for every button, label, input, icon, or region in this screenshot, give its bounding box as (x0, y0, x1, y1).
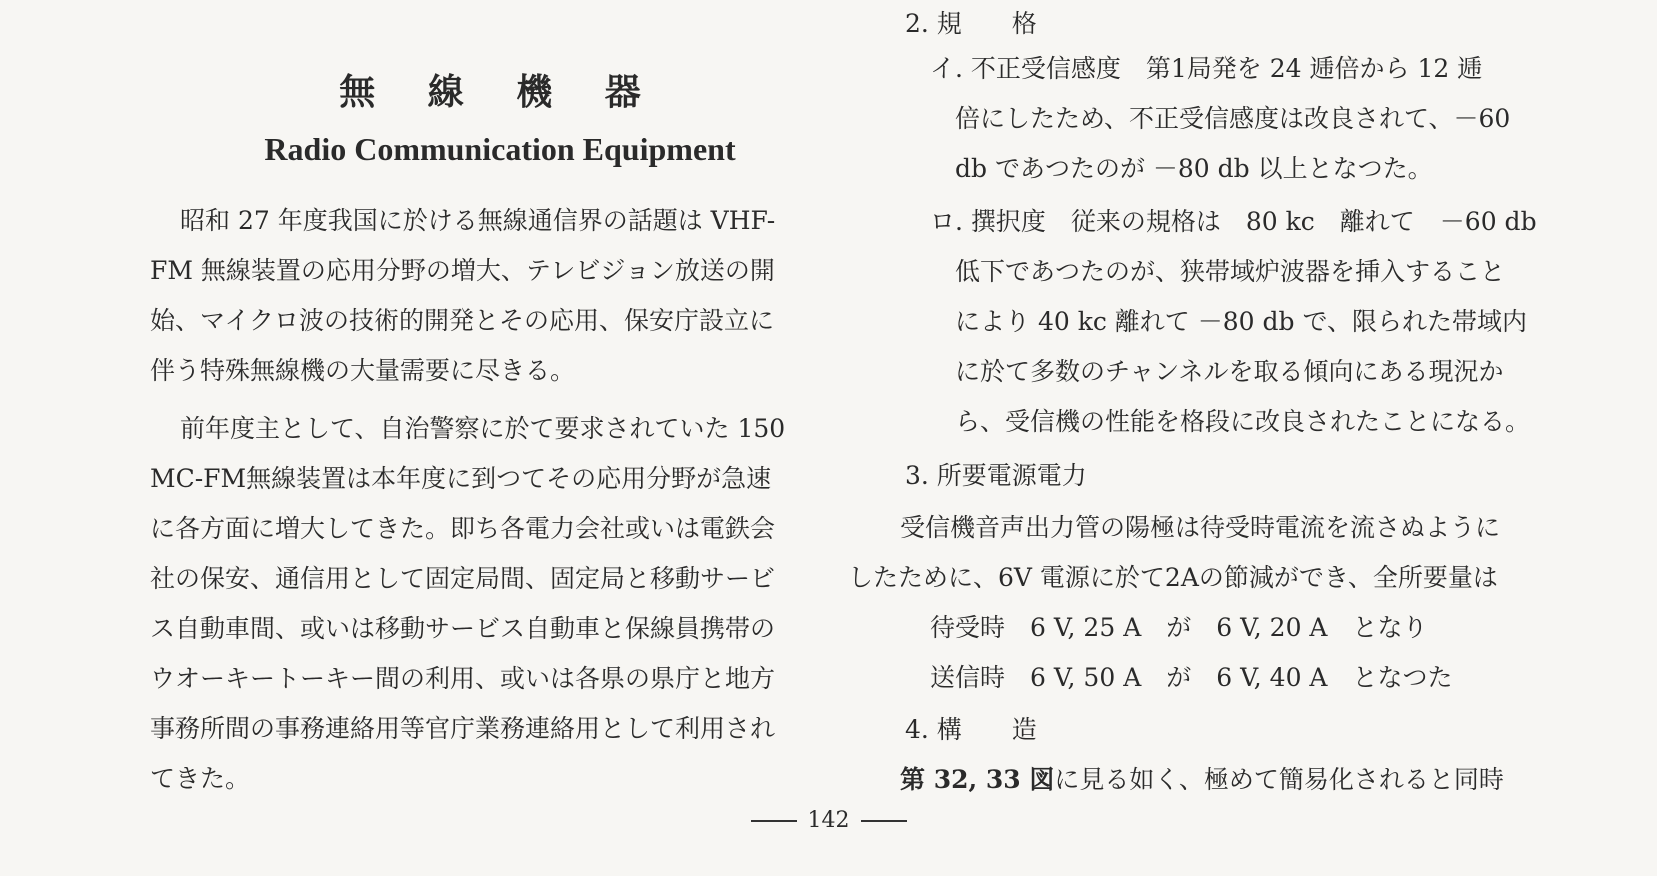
item-ro-line: に於て多数のチャンネルを取る傾向にある現況か (955, 357, 1504, 386)
item-ro-line: により 40 kc 離れて －80 db で、限られた帯域内 (955, 307, 1527, 336)
item-ro-line: ロ. 撰択度 従来の規格は 80 kc 離れて －60 db (930, 207, 1537, 236)
item-ro-line: 低下であつたのが、狭帯域炉波器を挿入すること (955, 257, 1506, 286)
heading-specifications: 2. 規 格 (905, 9, 1037, 38)
heading-power: 3. 所要電源電力 (905, 461, 1087, 490)
structure-line (900, 756, 1504, 804)
page-number: 142 (807, 808, 850, 833)
structure-text: に見る如く、極めて簡易化されると同時 (1054, 765, 1504, 794)
item-i-line: イ. 不正受信感度 第1局発を 24 逓倍から 12 逓 (930, 54, 1483, 83)
paragraph-line: 始、マイクロ波の技術的開発とその応用、保安庁設立に (150, 306, 775, 335)
item-i-line: db であつたのが －80 db 以上となつた。 (955, 154, 1433, 183)
heading-structure: 4. 構 造 (905, 715, 1037, 744)
paragraph-line: ウオーキートーキー間の利用、或いは各県の県庁と地方 (150, 664, 776, 693)
paragraph-line: FM 無線装置の応用分野の増大、テレビジョン放送の開 (150, 256, 775, 285)
left-column (150, 60, 850, 804)
paragraph-line: 伴う特殊無線機の大量需要に尽きる。 (150, 356, 576, 385)
power-paragraph-line: したために、6V 電源に於て2Aの節減ができ、全所要量は (848, 563, 1498, 592)
paragraph-line: ス自動車間、或いは移動サービス自動車と保線員携帯の (150, 614, 776, 643)
item-i-line: 倍にしたため、不正受信感度は改良されて、－60 (955, 104, 1511, 133)
transmit-current-line: 送信時 6 V, 50 A が 6 V, 40 A となつた (930, 663, 1453, 692)
standby-current-line: 待受時 6 V, 25 A が 6 V, 20 A となり (930, 613, 1428, 642)
second-paragraph (150, 404, 850, 804)
paragraph-line: 社の保安、通信用として固定局間、固定局と移動サービ (150, 564, 776, 593)
paragraph-line: に各方面に増大してきた。即ち各電力会社或いは電鉄会 (150, 514, 776, 543)
paragraph-line: 前年度主として、自治警察に於て要求されていた 150 (180, 414, 786, 443)
intro-paragraph (150, 196, 850, 396)
paragraph-line: MC-FM無線装置は本年度に到つてその応用分野が急速 (150, 464, 772, 493)
paragraph-line: てきた。 (150, 764, 251, 793)
section-title-japanese: 無 線 機 器 (339, 71, 661, 113)
section-title-english: Radio Communication Equipment (264, 131, 736, 167)
power-paragraph-line: 受信機音声出力管の陽極は待受時電流を流さぬように (900, 513, 1501, 542)
footer-dash-right (861, 820, 907, 822)
page-footer (0, 808, 1657, 833)
item-ro-line: ら、受信機の性能を格段に改良されたことになる。 (955, 407, 1531, 436)
paragraph-line: 事務所間の事務連絡用等官庁業務連絡用として利用され (150, 714, 776, 743)
paragraph-line: 昭和 27 年度我国に於ける無線通信界の話題は VHF- (180, 206, 776, 235)
footer-dash-left (751, 820, 797, 822)
figure-reference: 第 32, 33 図 (900, 765, 1055, 794)
